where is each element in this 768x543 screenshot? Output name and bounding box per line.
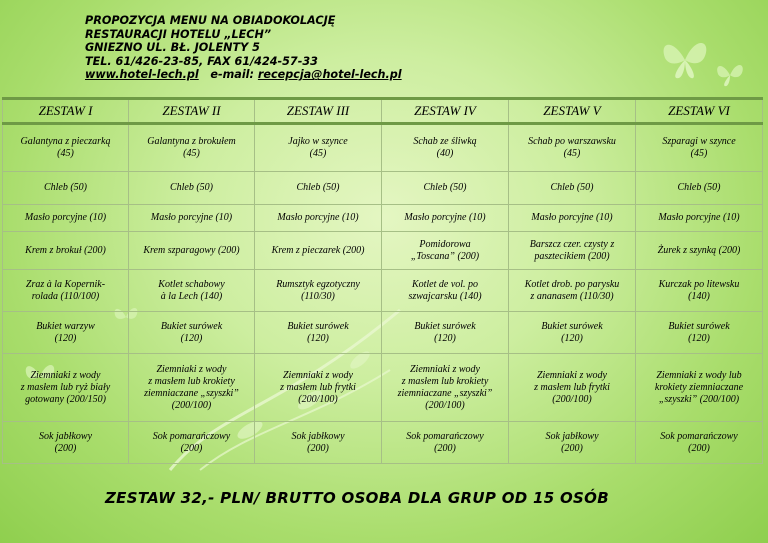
dish-text: Kotlet de vol. po szwajcarsku (140) [408,278,482,302]
menu-cell [636,354,763,422]
dish-text: Ziemniaki z wody z masłem lub frytki (200/100) [280,369,356,405]
menu-cell [255,422,382,464]
dish-text: Barszcz czer. czysty z pasztecikiem (200) [529,238,615,262]
menu-cell [129,205,255,232]
menu-cell [3,354,129,422]
dish-text: Bukiet surówek (120) [287,320,349,344]
menu-cell [129,354,255,422]
set-header: ZESTAW I [3,99,129,124]
table-row [3,124,763,172]
dish-text: Sok pomarańczowy (200) [152,430,231,454]
set-header: ZESTAW V [509,99,636,124]
menu-cell [636,270,763,312]
dish-text: Ziemniaki z wody z masłem lub krokiety ziemniaczane „szyszki” (200/100) [144,363,239,411]
menu-cell [129,172,255,205]
menu-cell [509,354,636,422]
menu-cell [255,172,382,205]
dish-text: Masło porcyjne (10) [658,212,740,223]
menu-cell [255,270,382,312]
menu-cell [509,124,636,172]
dish-text: Sok pomarańczowy (200) [660,430,738,454]
dish-text: Sok pomarańczowy (200) [406,430,484,454]
dish-text: Bukiet warzyw (120) [36,320,95,344]
table-row [3,232,763,270]
dish-text: Bukiet surówek (120) [160,320,223,344]
website-link[interactable]: www.hotel-lech.pl [85,68,199,82]
dish-text: Masło porcyjne (10) [24,212,107,223]
menu-cell [509,312,636,354]
menu-cell [382,270,509,312]
menu-cell [255,312,382,354]
dish-text: Zraz à la Kopernik- rolada (110/100) [25,278,106,302]
dish-text: Kotlet drob. po parysku z ananasem (110/30) [524,278,620,302]
menu-cell [129,422,255,464]
dish-text: Masło porcyjne (10) [150,212,233,223]
menu-cell [636,124,763,172]
menu-cell [509,422,636,464]
dish-text: Schab po warszawsku (45) [528,136,616,159]
dish-text: Schab ze śliwką (40) [413,136,477,159]
menu-cell [382,312,509,354]
menu-cell [3,312,129,354]
dish-text: Chleb (50) [169,182,214,193]
dish-text: Jajko w szynce (45) [288,136,348,159]
dish-text: Krem z brokuł (200) [25,244,106,256]
table-row [3,422,763,464]
dish-text: Ziemniaki z wody z masłem lub krokiety ziemniaczane „szyszki” (200/100) [397,363,493,411]
dish-text: Galantyna z pieczarką (45) [20,136,111,159]
address: GNIEZNO UL. BŁ. JOLENTY 5 [85,41,260,55]
menu-cell [382,172,509,205]
menu-cell [255,354,382,422]
menu-cell [382,205,509,232]
dish-text: Bukiet surówek (120) [668,320,730,344]
dish-text: Ziemniaki z wody z masłem lub ryż biały gotowany (200/150) [20,369,111,405]
restaurant-header [85,14,402,82]
menu-cell [3,270,129,312]
table-row [3,172,763,205]
table-row [3,270,763,312]
phone-fax: TEL. 61/426-23-85, FAX 61/424-57-33 [85,54,318,68]
dish-text: Pomidorowa „Toscana” (200) [410,238,480,262]
menu-cell [129,232,255,270]
butterfly-icon [712,56,748,92]
menu-cell [3,422,129,464]
set-header: ZESTAW III [255,99,382,124]
menu-cell [636,205,763,232]
dish-text: Chleb (50) [43,182,88,193]
menu-cell [509,172,636,205]
dish-text: Galantyna z brokułem (45) [147,136,236,159]
dish-text: Sok jabłkowy (200) [545,430,599,454]
dish-text: Krem szparagowy (200) [143,244,240,256]
set-header: ZESTAW II [129,99,255,124]
restaurant-name: RESTAURACJI HOTELU „LECH” [85,27,272,41]
dish-text: Masło porcyjne (10) [404,212,486,223]
menu-cell [382,124,509,172]
dish-text: Szparagi w szynce (45) [662,136,736,159]
menu-cell [636,232,763,270]
table-header-row [3,99,763,124]
dish-text: Masło porcyjne (10) [277,212,359,223]
menu-cell [129,270,255,312]
email-label: e-mail: [210,68,254,82]
dish-text: Chleb (50) [423,182,467,193]
menu-cell [255,124,382,172]
menu-cell [382,232,509,270]
menu-cell [129,312,255,354]
menu-cell [636,422,763,464]
price-footer: ZESTAW 32,- PLN/ BRUTTO OSOBA DLA GRUP OD 15 OSÓB [105,489,609,507]
dish-text: Bukiet surówek (120) [541,320,603,344]
menu-cell [129,124,255,172]
menu-cell [509,270,636,312]
dish-text: Chleb (50) [550,182,594,193]
dish-text: Ziemniaki z wody lub krokiety ziemniaczane „szyszki” (200/100) [654,369,744,405]
menu-cell [636,312,763,354]
dish-text: Chleb (50) [296,182,340,193]
dish-text: Chleb (50) [677,182,721,193]
dish-text: Masło porcyjne (10) [531,212,613,223]
menu-table [2,97,763,464]
set-header: ZESTAW VI [636,99,763,124]
menu-cell [636,172,763,205]
menu-cell [509,205,636,232]
set-header: ZESTAW IV [382,99,509,124]
menu-cell [3,172,129,205]
butterfly-icon [655,28,715,88]
table-row [3,312,763,354]
dish-text: Rumsztyk egzotyczny (110/30) [276,278,360,302]
menu-cell [3,124,129,172]
email-link[interactable]: recepcja@hotel-lech.pl [257,68,402,82]
menu-cell [3,205,129,232]
dish-text: Krem z pieczarek (200) [271,244,365,256]
dish-text: Bukiet surówek (120) [414,320,476,344]
menu-cell [255,232,382,270]
menu-cell [3,232,129,270]
menu-cell [509,232,636,270]
dish-text: Ziemniaki z wody z masłem lub frytki (200/100) [534,369,610,405]
menu-title: PROPOZYCJA MENU NA OBIADOKOLACJĘ [85,14,336,27]
dish-text: Żurek z szynką (200) [657,244,741,256]
dish-text: Kotlet schabowy à la Lech (140) [158,278,225,302]
dish-text: Kurczak po litewsku (140) [658,278,740,302]
contact-line [85,68,402,82]
table-row [3,205,763,232]
dish-text: Sok jabłkowy (200) [38,430,93,454]
menu-cell [255,205,382,232]
menu-cell [382,422,509,464]
dish-text: Sok jabłkowy (200) [291,430,345,454]
table-row [3,354,763,422]
menu-cell [382,354,509,422]
